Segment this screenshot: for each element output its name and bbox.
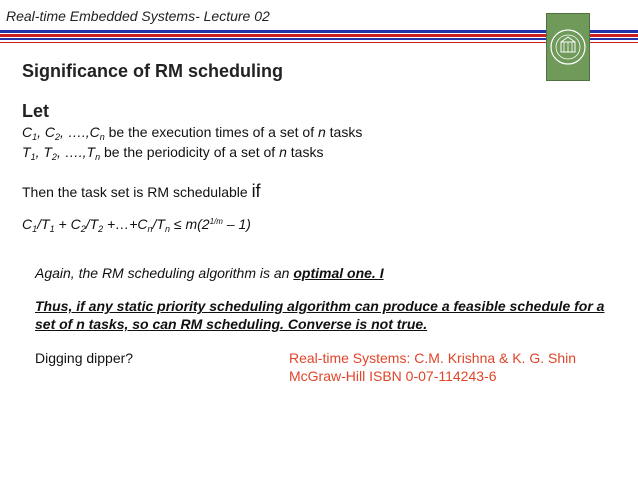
static-priority-statement-line1: Thus, if any static priority scheduling algorithm can produce a feasible schedule for a xyxy=(35,298,605,314)
digging-deeper-prompt: Digging dipper? xyxy=(35,350,134,366)
reference-book-title: Real-time Systems: C.M. Krishna & K. G. Shin xyxy=(289,350,577,366)
execution-times-line: $C_1$, $C_2$, $\dots.,C_n$ be the execution times of a set of n tasks xyxy=(22,124,363,142)
header-stripe-blue xyxy=(0,30,548,33)
header-stripe-red-2-right xyxy=(587,42,638,43)
static-priority-statement-line2: set of n tasks, so can RM scheduling. Converse is not true. xyxy=(35,316,428,332)
header-stripe-red-right xyxy=(587,34,638,37)
rm-utilization-formula: $C_1/T_1 + C_2/T_2$ $+\dots+C_n/T_n \le m(2^{1/m} - 1)$ xyxy=(22,216,251,234)
header-stripe-blue-2 xyxy=(0,38,548,40)
periodicity-line: $T_1$, $T_2$, $\dots.,T_n$ be the periodicity of a set of n tasks xyxy=(22,144,324,162)
optimality-statement: Again, the RM scheduling algorithm is an optimal one. I xyxy=(35,265,384,281)
slide-title: Significance of RM scheduling xyxy=(22,61,284,81)
let-heading: Let xyxy=(22,101,49,121)
header-title: Real-time Embedded Systems- Lecture 02 xyxy=(6,8,270,24)
header-stripe-blue-right xyxy=(587,30,638,33)
reference-book-isbn: McGraw-Hill ISBN 0-07-114243-6 xyxy=(289,368,497,384)
schedulable-condition-line: Then the task set is RM schedulable if xyxy=(22,181,261,201)
header-stripe-blue-2-right xyxy=(587,38,638,40)
institute-emblem-icon xyxy=(546,13,590,81)
header-stripe-red-2 xyxy=(0,42,548,43)
header-stripe-red xyxy=(0,34,548,37)
